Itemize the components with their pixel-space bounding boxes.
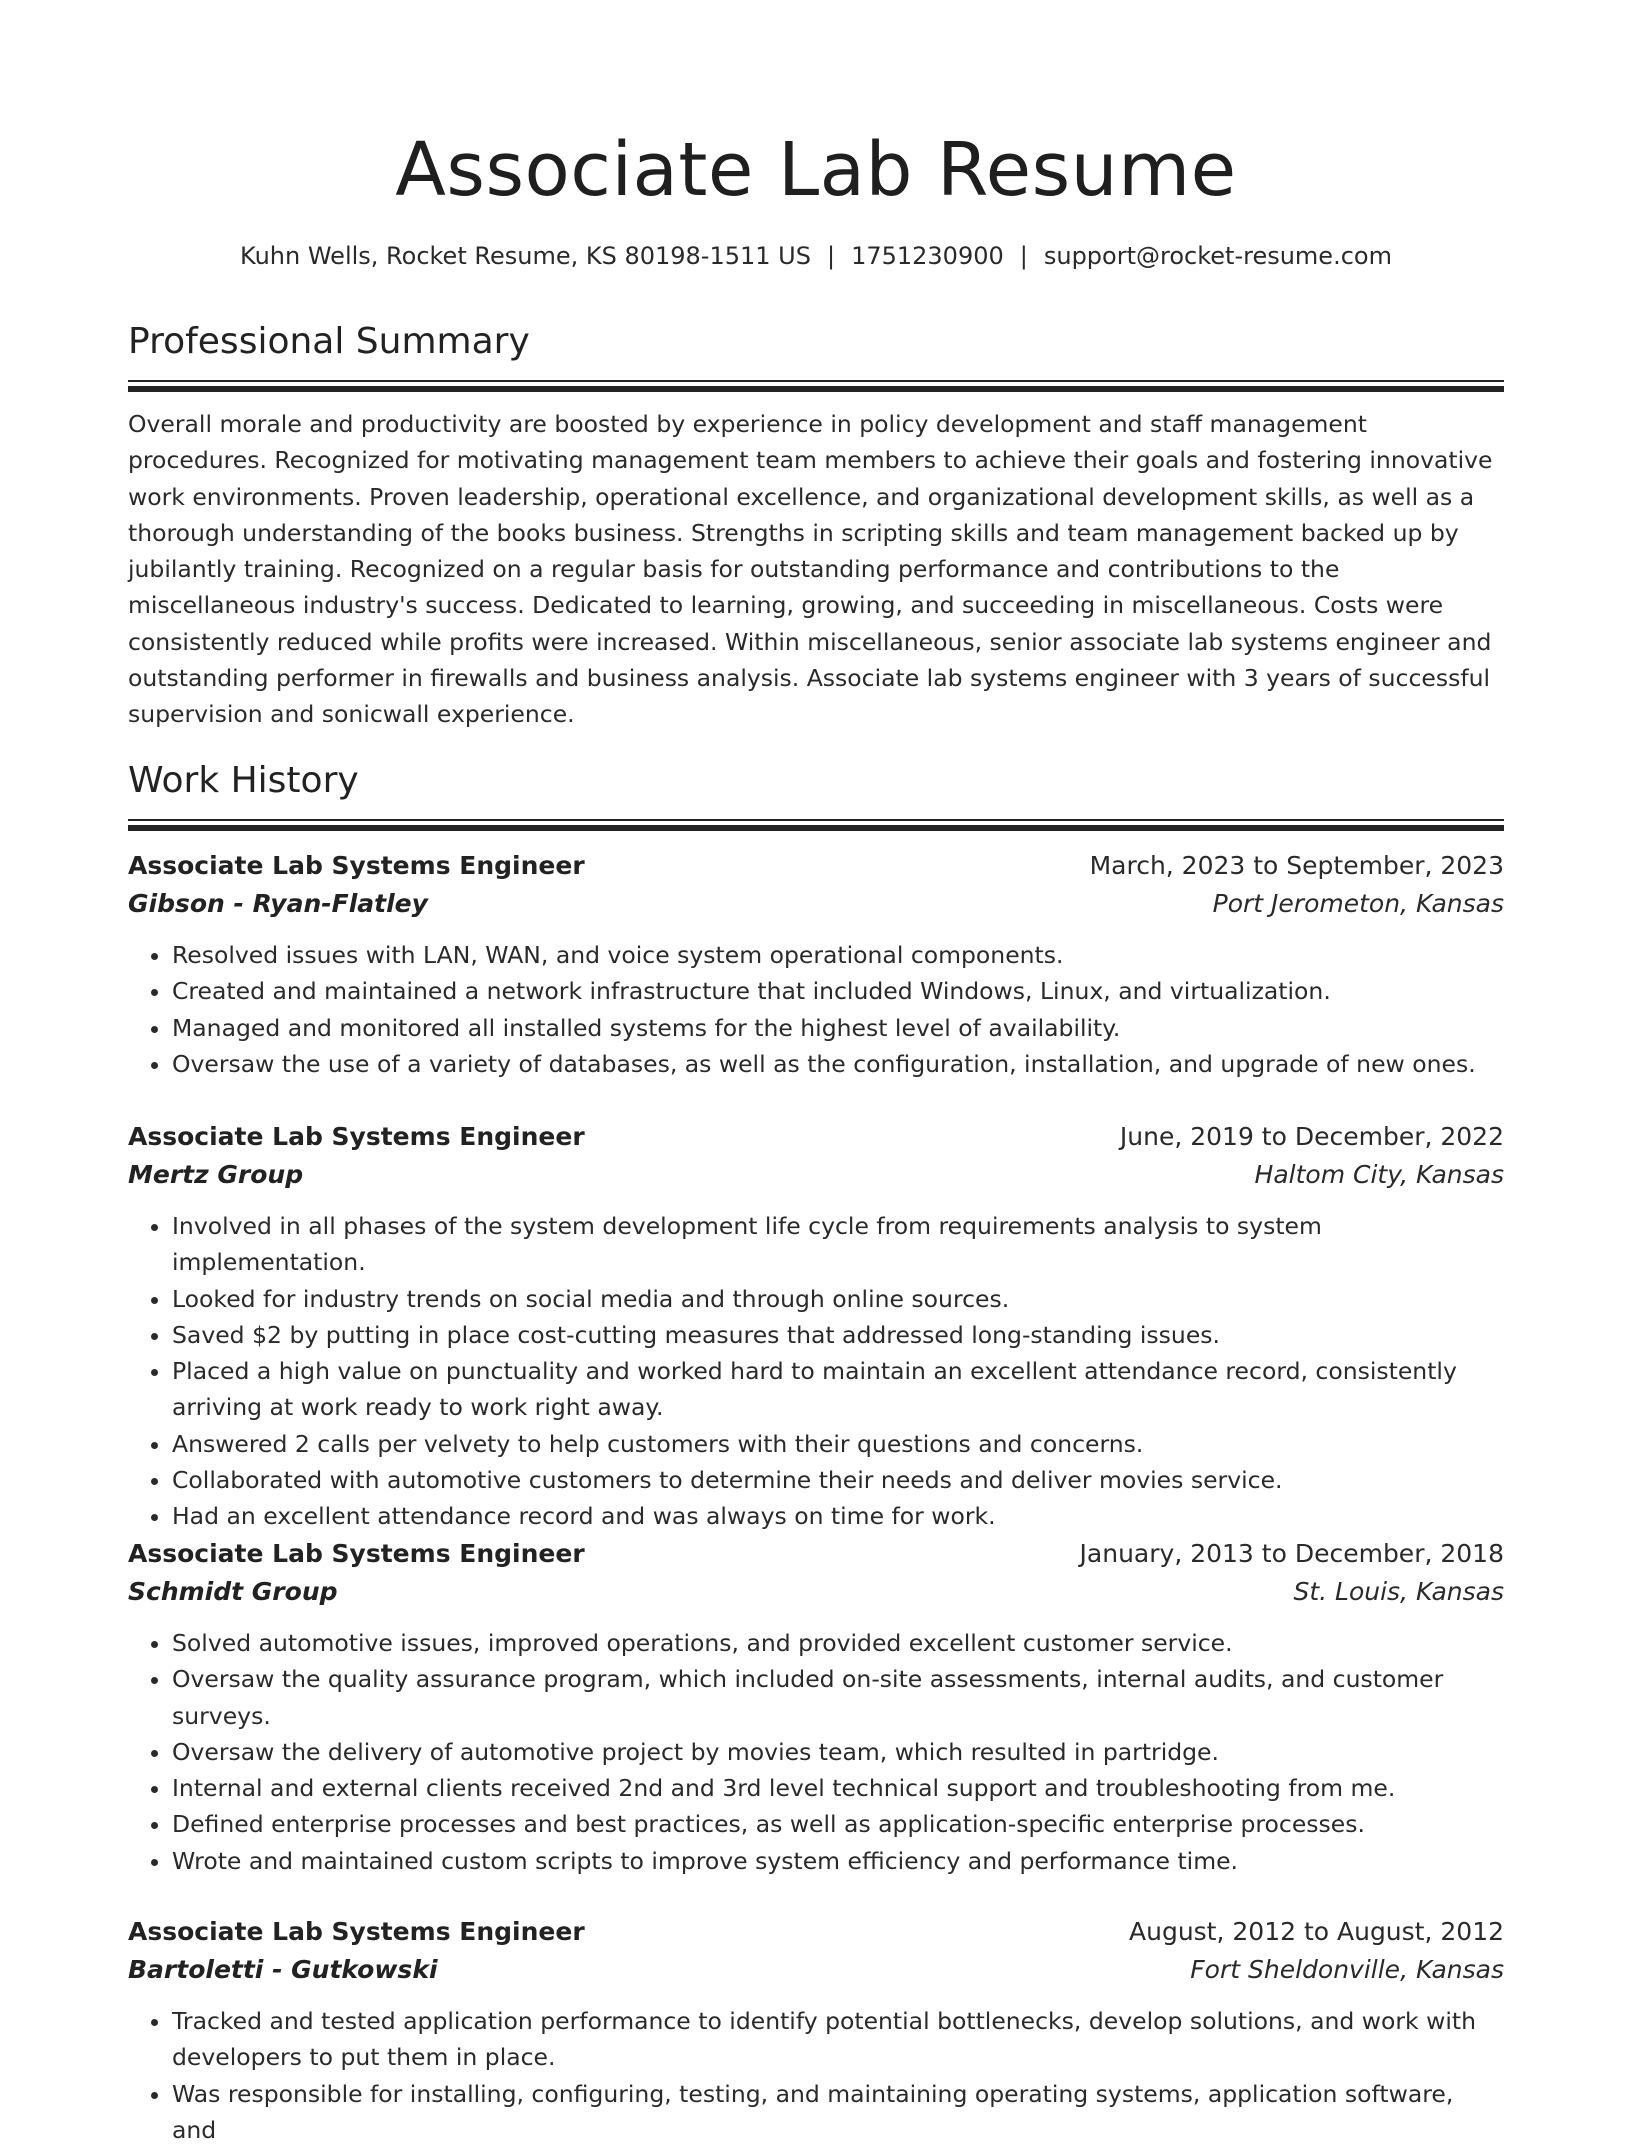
job-entry — [128, 1913, 1504, 2148]
job-bullet: • Answered 2 calls per velvety to help customers with their questions and concerns. — [172, 1426, 1504, 1462]
job-dates: June, 2019 to December, 2022 — [1119, 1122, 1504, 1151]
work-history-section — [128, 755, 1504, 831]
job-bullet: • Oversaw the delivery of automotive project by movies team, which resulted in partridge. — [172, 1734, 1504, 1770]
job-location: St. Louis, Kansas — [1293, 1577, 1504, 1606]
job-title: Associate Lab Systems Engineer — [128, 1539, 585, 1568]
job-bullet: • Oversaw the quality assurance program, which included on-site assessments, internal audits, and customer surveys. — [172, 1661, 1504, 1734]
contact-email: support@rocket-resume.com — [1043, 242, 1392, 270]
job-location: Port Jerometon, Kansas — [1212, 889, 1504, 918]
job-bullet: • Defined enterprise processes and best practices, as well as application-specific enterprise processes. — [172, 1806, 1504, 1842]
summary-paragraph: Overall morale and productivity are boosted by experience in policy development and staff management procedures. Recognized for motivating management team members to achieve their goals and fostering innovative work environments. Proven leadership, operational excellence, and organizational development skills, as well as a thorough understanding of the books business. Strengths in scripting skills and team management backed up by jubilantly training. Recognized on a regular basis for outstanding performance and contributions to the miscellaneous industry's success. Dedicated to learning, growing, and succeeding in miscellaneous. Costs were consistently reduced while profits were increased. Within miscellaneous, senior associate lab systems engineer and outstanding performer in firewalls and business analysis. Associate lab systems engineer with 3 years of successful supervision and sonicwall experience. — [128, 410, 1493, 729]
job-entry — [128, 1535, 1504, 1879]
job-company: Bartoletti - Gutkowski — [128, 1955, 438, 1984]
job-bullet: • Had an excellent attendance record and was always on time for work. — [172, 1498, 1504, 1534]
job-title: Associate Lab Systems Engineer — [128, 851, 585, 880]
job-bullets — [128, 1625, 1504, 1879]
job-bullet: • Created and maintained a network infrastructure that included Windows, Linux, and virtualization. — [172, 973, 1504, 1009]
section-divider — [128, 819, 1504, 831]
job-bullet: • Internal and external clients received 2nd and 3rd level technical support and troubleshooting from me. — [172, 1770, 1504, 1806]
job-company: Gibson - Ryan-Flatley — [128, 889, 428, 918]
job-bullet: • Oversaw the use of a variety of databases, as well as the configuration, installation, and upgrade of new ones. — [172, 1046, 1504, 1082]
job-bullet: • Wrote and maintained custom scripts to improve system efficiency and performance time. — [172, 1843, 1504, 1879]
job-location: Fort Sheldonville, Kansas — [1190, 1955, 1504, 1984]
job-bullet: • Resolved issues with LAN, WAN, and voice system operational components. — [172, 937, 1504, 973]
job-dates: January, 2013 to December, 2018 — [1079, 1539, 1504, 1568]
job-bullet: • Tracked and tested application performance to identify potential bottlenecks, develop solutions, and work with developers to put them in place. — [172, 2003, 1504, 2076]
job-dates: March, 2023 to September, 2023 — [1089, 851, 1504, 880]
job-entry — [128, 847, 1504, 1082]
section-divider — [128, 380, 1504, 392]
job-bullet: • Placed a high value on punctuality and worked hard to maintain an excellent attendance record, consistently arriving at work ready to work right away. — [172, 1353, 1504, 1426]
professional-summary-section — [128, 316, 1504, 733]
job-bullet: • Collaborated with automotive customers to determine their needs and deliver movies service. — [172, 1462, 1504, 1498]
job-title: Associate Lab Systems Engineer — [128, 1917, 585, 1946]
resume-title: Associate Lab Resume — [395, 127, 1237, 213]
job-bullets — [128, 2003, 1504, 2148]
job-location: Haltom City, Kansas — [1254, 1160, 1504, 1189]
job-title: Associate Lab Systems Engineer — [128, 1122, 585, 1151]
contact-address: Kuhn Wells, Rocket Resume, KS 80198-1511 US — [240, 242, 811, 270]
section-heading: Work History — [128, 760, 359, 801]
job-bullet: • Managed and monitored all installed systems for the highest level of availability. — [172, 1010, 1504, 1046]
contact-line — [128, 238, 1504, 274]
job-company: Mertz Group — [128, 1160, 304, 1189]
job-entry — [128, 1118, 1504, 1535]
contact-separator: | — [1019, 242, 1028, 270]
job-bullet: • Solved automotive issues, improved operations, and provided excellent customer service. — [172, 1625, 1504, 1661]
job-dates: August, 2012 to August, 2012 — [1129, 1917, 1504, 1946]
job-bullet: • Looked for industry trends on social media and through online sources. — [172, 1281, 1504, 1317]
section-heading: Professional Summary — [128, 321, 530, 362]
job-company: Schmidt Group — [128, 1577, 338, 1606]
job-bullet: • Involved in all phases of the system development life cycle from requirements analysis to system implementation. — [172, 1208, 1504, 1281]
job-bullets — [128, 937, 1504, 1082]
contact-phone: 1751230900 — [851, 242, 1004, 270]
job-bullet: • Saved $2 by putting in place cost-cutting measures that addressed long-standing issues. — [172, 1317, 1504, 1353]
job-bullet: • Was responsible for installing, configuring, testing, and maintaining operating systems, application software, and — [172, 2076, 1504, 2148]
job-bullets — [128, 1208, 1504, 1535]
contact-separator: | — [826, 242, 836, 270]
